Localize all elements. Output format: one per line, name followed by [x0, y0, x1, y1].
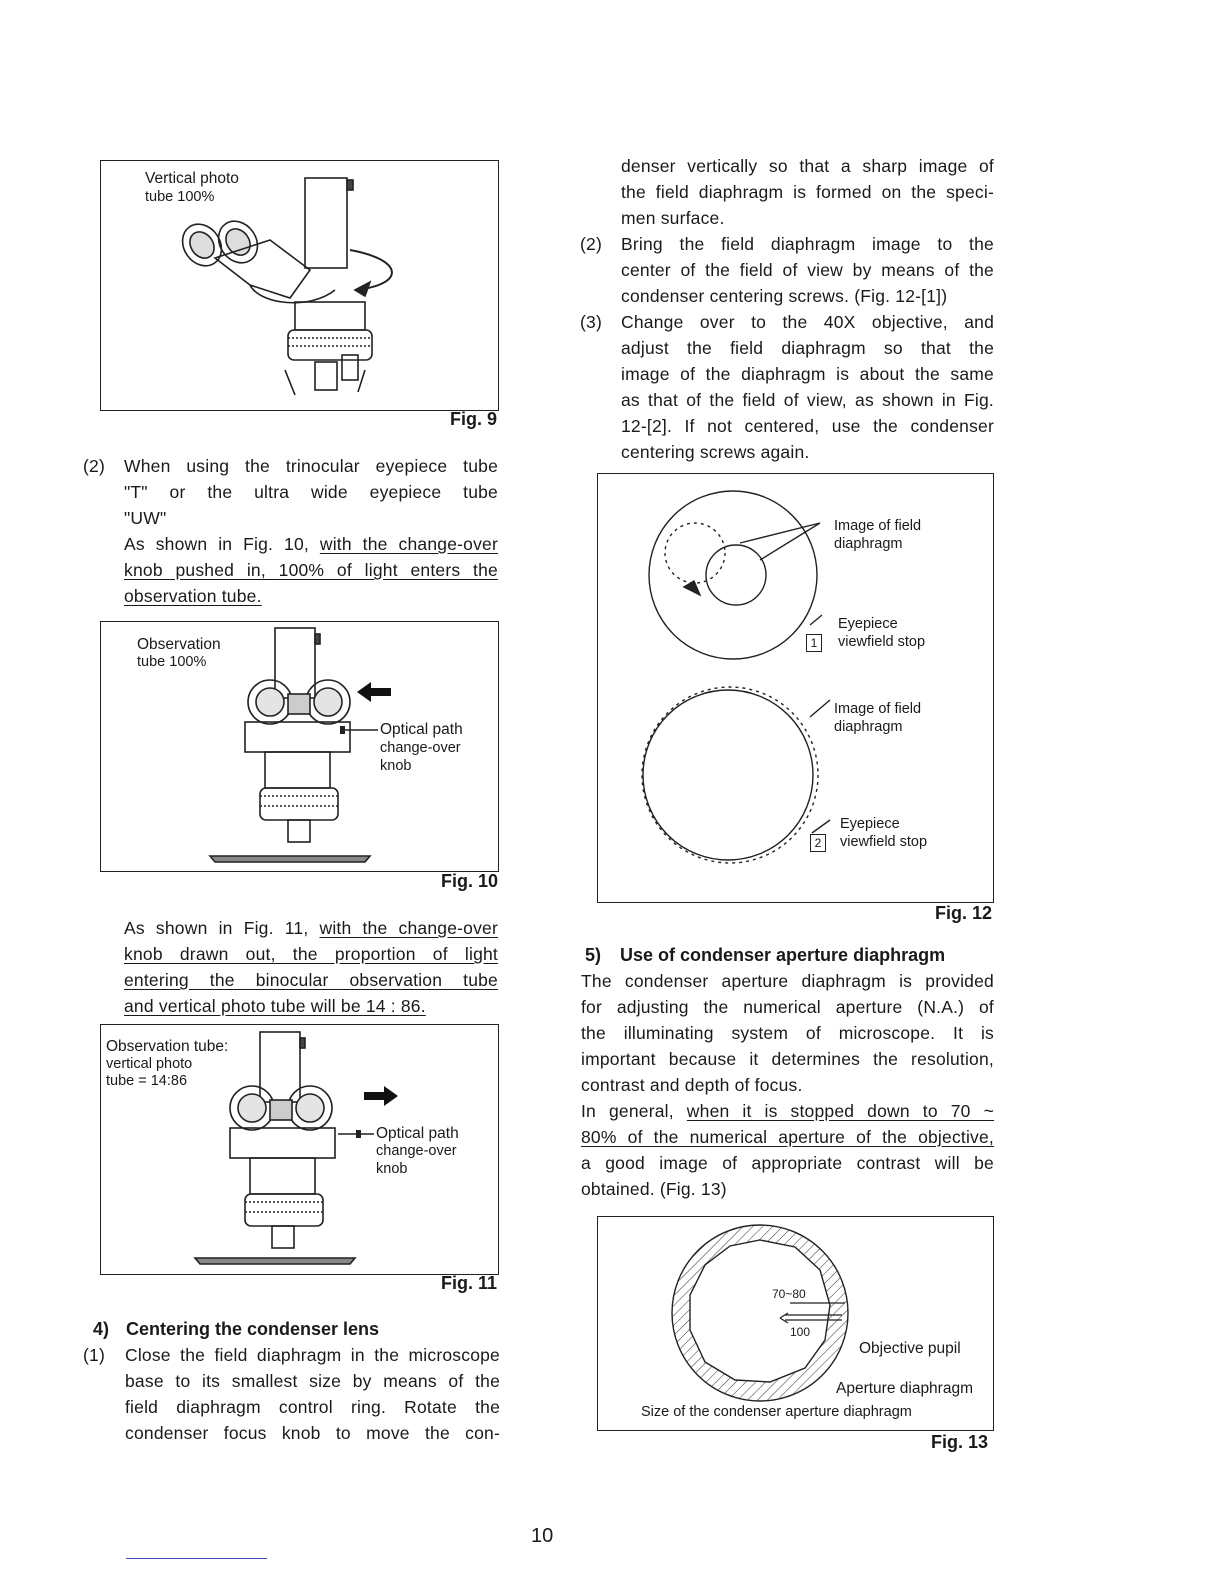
fig10-knob-2: change-over	[380, 740, 461, 756]
fig11-caption-1: Observation tube:	[106, 1038, 229, 1055]
fig10-label: Fig. 10	[441, 871, 499, 891]
section4-item1-number: (1)	[83, 1345, 105, 1365]
fig12a-num: 1	[806, 634, 822, 652]
fig13-aperture: Aperture diaphragm	[836, 1380, 973, 1397]
fig12a-stop-2: viewfield stop	[838, 634, 926, 650]
fig12b-image-1: Image of field	[834, 701, 922, 717]
fig12a-stop-1: Eyepiece	[838, 616, 898, 632]
right-item3-line5: 12-[2]. If not centered, use the condenser	[621, 416, 994, 436]
fig10-knob-1: Optical path	[380, 721, 463, 738]
section5-line6	[581, 1098, 994, 1124]
page-number: 10	[531, 1525, 554, 1547]
section5-line6-ul: when it is stopped down to 70 ~	[686, 1101, 995, 1121]
footer-rule	[126, 1558, 267, 1559]
section2-para-lead: As shown in Fig. 10,	[124, 534, 309, 554]
fig11-knob-3: knob	[376, 1161, 408, 1177]
fig11-leader-line	[336, 1130, 376, 1138]
fig12b-stop-1: Eyepiece	[840, 816, 900, 832]
para11-ul3: entering the binocular observation tube	[124, 970, 498, 990]
fig11-caption-3: tube = 14:86	[106, 1073, 188, 1089]
section5-line5: contrast and depth of focus.	[581, 1075, 803, 1095]
fig12a-image-1: Image of field	[834, 518, 922, 534]
fig10-microscope-illustration	[200, 624, 380, 868]
section4-item1-line1: Close the field diaphragm in the microscope	[125, 1345, 500, 1365]
section5-line8: a good image of appropriate contrast will be	[581, 1153, 994, 1173]
fig10-caption-1: Observation	[137, 636, 221, 653]
section5-body	[581, 968, 994, 1202]
fig10-knob-3: knob	[380, 758, 412, 774]
section2-number: (2)	[83, 456, 105, 476]
right-item2-line2: center of the field of view by means of the	[621, 260, 994, 280]
section4-item1-line4: condenser focus knob to move the con-	[125, 1423, 500, 1443]
right-item2-line1: Bring the field diaphragm image to the	[621, 234, 994, 254]
para11-ul2: knob drawn out, the proportion of light	[124, 944, 498, 964]
fig11-label: Fig. 11	[441, 1273, 498, 1293]
fig12a-image-2: diaphragm	[834, 536, 903, 552]
right-item3	[621, 309, 994, 465]
fig12-label: Fig. 12	[935, 903, 993, 923]
fig12b-image-2: diaphragm	[834, 719, 903, 735]
right-item3-line4: as that of the field of view, as shown in Fig.	[621, 390, 994, 410]
fig13-hundred: 100	[790, 1325, 811, 1339]
section4-item1-line3: field diaphragm control ring. Rotate the	[125, 1397, 500, 1417]
section5-line7: 80% of the numerical aperture of the objective,	[581, 1127, 994, 1147]
right-cont-line1: denser vertically so that a sharp image of	[621, 156, 994, 176]
fig13-label: Fig. 13	[931, 1432, 989, 1452]
fig12b-num: 2	[810, 834, 826, 852]
section2-title	[124, 453, 498, 609]
para11-line1	[124, 915, 498, 941]
fig9-microscope-illustration	[160, 170, 420, 406]
fig13-diagram	[660, 1220, 860, 1406]
fig11-microscope-illustration	[190, 1028, 370, 1272]
section4-heading: Centering the condenser lens	[126, 1319, 380, 1339]
fig11-arrow-right-icon	[360, 1084, 400, 1108]
right-item3-line6: centering screws again.	[621, 442, 810, 462]
right-item2-number: (2)	[580, 234, 602, 254]
fig10-caption-2: tube 100%	[137, 654, 207, 670]
section4-item1	[125, 1342, 500, 1446]
fig13-pupil: Objective pupil	[859, 1340, 961, 1357]
fig9-label: Fig. 9	[450, 409, 498, 429]
right-item2-line3: condenser centering screws. (Fig. 12-[1])	[621, 286, 948, 306]
section4-item1-line2: base to its smallest size by means of the	[125, 1371, 500, 1391]
fig10-leader-line	[340, 726, 380, 734]
section2-para-1	[124, 531, 498, 557]
fig12b-stop-2: viewfield stop	[840, 834, 928, 850]
section5-heading: Use of condenser aperture diaphragm	[620, 945, 946, 965]
section5-line4: important because it determines the resolution,	[581, 1049, 994, 1069]
fig13-caption: Size of the condenser aperture diaphragm	[641, 1404, 912, 1420]
fig11-caption-2: vertical photo	[106, 1056, 193, 1072]
section2-para-ul3: observation tube.	[124, 586, 262, 606]
right-item3-line3: image of the diaphragm is about the same	[621, 364, 994, 384]
fig9-caption-1: Vertical photo	[145, 170, 239, 187]
fig12-diagram	[640, 485, 840, 890]
fig11-knob-1: Optical path	[376, 1125, 459, 1142]
right-cont-line2: the field diaphragm is formed on the speci-	[621, 182, 994, 202]
right-item3-line2: adjust the field diaphragm so that the	[621, 338, 994, 358]
section5-heading-number: 5)	[585, 945, 602, 965]
section5-line6-lead: In general,	[581, 1101, 674, 1121]
section2-line3: "UW"	[124, 508, 167, 528]
para11-lead: As shown in Fig. 11,	[124, 918, 309, 938]
para11-ul1: with the change-over	[319, 918, 498, 938]
section4-heading-number: 4)	[93, 1319, 110, 1339]
section5-line1: The condenser aperture diaphragm is provided	[581, 971, 994, 991]
right-cont-line3: men surface.	[621, 208, 725, 228]
para11-text	[124, 915, 498, 1019]
section5-line3: the illuminating system of microscope. It is	[581, 1023, 994, 1043]
section2-para-ul1: with the change-over	[319, 534, 498, 554]
fig9-caption-2: tube 100%	[145, 189, 215, 205]
fig13-range: 70~80	[772, 1287, 806, 1301]
right-item2	[621, 231, 994, 309]
fig10-arrow-left-icon	[355, 680, 395, 704]
section2-para-ul2: knob pushed in, 100% of light enters the	[124, 560, 498, 580]
right-item3-line1: Change over to the 40X objective, and	[621, 312, 994, 332]
right-item3-number: (3)	[580, 312, 602, 332]
right-continuation	[621, 153, 994, 231]
para11-ul4: and vertical photo tube will be 14 : 86.	[124, 996, 426, 1016]
section2-line1: When using the trinocular eyepiece tube	[124, 456, 498, 476]
section2-line2: "T" or the ultra wide eyepiece tube	[124, 482, 498, 502]
section5-line2: for adjusting the numerical aperture (N.A.) of	[581, 997, 994, 1017]
section5-line9: obtained. (Fig. 13)	[581, 1179, 727, 1199]
fig11-knob-2: change-over	[376, 1143, 457, 1159]
